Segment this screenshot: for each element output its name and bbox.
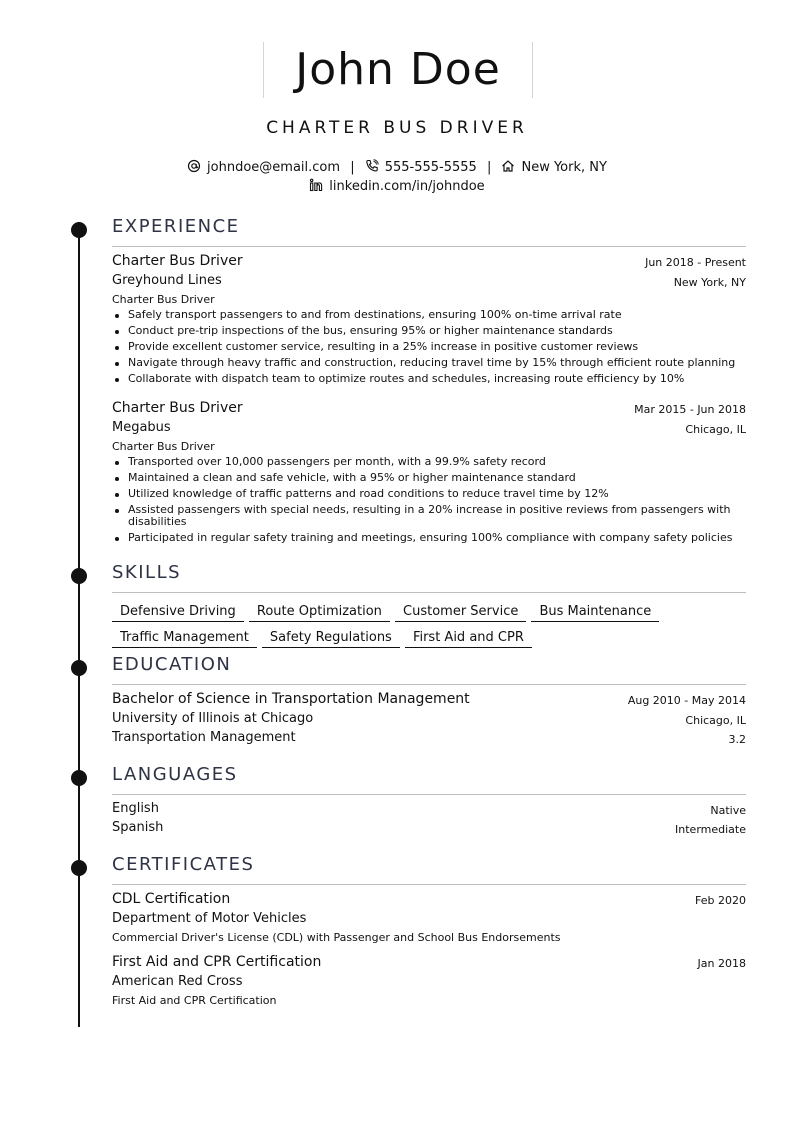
list-item: Transported over 10,000 passengers per month, with a 99.9% safety record	[112, 456, 746, 468]
certificate-description: First Aid and CPR Certification	[112, 994, 277, 1007]
job-title: CHARTER BUS DRIVER	[266, 118, 528, 138]
certificate-description: Commercial Driver's License (CDL) with Passenger and School Bus Endorsements	[112, 931, 561, 944]
education-field: Transportation Management	[112, 730, 296, 745]
list-item: Assisted passengers with special needs, resulting in a 20% increase in positive reviews from passengers with disabilities	[112, 504, 746, 528]
contact-row-linkedin	[0, 178, 794, 194]
certificate-issuer: Department of Motor Vehicles	[112, 911, 307, 926]
job-bullets	[112, 309, 746, 389]
section-heading-languages: LANGUAGES	[112, 764, 238, 785]
education-gpa: 3.2	[728, 733, 746, 746]
section-heading-education: EDUCATION	[112, 654, 232, 675]
job-subtitle: Charter Bus Driver	[112, 293, 215, 306]
section-heading-certificates: CERTIFICATES	[112, 854, 255, 875]
skill-tag: Bus Maintenance	[531, 604, 659, 622]
phone-number[interactable]: 555-555-5555	[384, 160, 477, 175]
candidate-name: John Doe	[263, 42, 533, 98]
separator: |	[350, 160, 355, 175]
language-level: Intermediate	[675, 823, 746, 836]
job-company: Megabus	[112, 420, 171, 435]
job-bullets	[112, 456, 746, 548]
section-heading-skills: SKILLS	[112, 562, 182, 583]
list-item: Safely transport passengers to and from destinations, ensuring 100% on-time arrival rate	[112, 309, 746, 321]
skill-tag: Route Optimization	[249, 604, 390, 622]
list-item: Navigate through heavy traffic and construction, reducing travel time by 15% through efficient route planning	[112, 357, 746, 369]
timeline-dot	[71, 770, 87, 786]
skill-tag: Safety Regulations	[262, 630, 400, 648]
job-dates: Mar 2015 - Jun 2018	[634, 403, 746, 416]
email-link[interactable]: johndoe@email.com	[207, 160, 341, 175]
list-item: Participated in regular safety training and meetings, ensuring 100% compliance with company safety policies	[112, 532, 746, 544]
phone-icon	[365, 159, 379, 173]
timeline-dot	[71, 222, 87, 238]
list-item: Maintained a clean and safe vehicle, with a 95% or higher maintenance standard	[112, 472, 746, 484]
certificate-date: Feb 2020	[695, 894, 746, 907]
education-degree: Bachelor of Science in Transportation Management	[112, 691, 470, 707]
list-item: Conduct pre-trip inspections of the bus, ensuring 95% or higher maintenance standards	[112, 325, 746, 337]
skill-tag: Traffic Management	[112, 630, 257, 648]
section-heading-experience: EXPERIENCE	[112, 216, 240, 237]
at-icon	[187, 159, 201, 173]
timeline-dot	[71, 860, 87, 876]
education-school: University of Illinois at Chicago	[112, 711, 314, 726]
separator: |	[486, 160, 492, 175]
education-location: Chicago, IL	[685, 714, 746, 727]
job-subtitle: Charter Bus Driver	[112, 440, 215, 453]
timeline-dot	[71, 660, 87, 676]
section-divider	[112, 592, 746, 593]
certificate-issuer: American Red Cross	[112, 974, 243, 989]
language-name: English	[112, 801, 159, 816]
certificate-name: CDL Certification	[112, 891, 231, 907]
list-item: Collaborate with dispatch team to optimize routes and schedules, increasing route efficiency by 10%	[112, 373, 746, 385]
job-company: Greyhound Lines	[112, 273, 222, 288]
certificate-name: First Aid and CPR Certification	[112, 954, 322, 970]
job-role: Charter Bus Driver	[112, 253, 243, 269]
skill-tag: First Aid and CPR	[405, 630, 532, 648]
job-location: New York, NY	[673, 276, 746, 289]
timeline-dot	[71, 568, 87, 584]
linkedin-link[interactable]: linkedin.com/in/johndoe	[329, 179, 485, 194]
education-dates: Aug 2010 - May 2014	[627, 694, 746, 707]
job-location: Chicago, IL	[685, 423, 746, 436]
skill-tag: Defensive Driving	[112, 604, 244, 622]
list-item: Utilized knowledge of traffic patterns and road conditions to reduce travel time by 12%	[112, 488, 746, 500]
timeline-line	[78, 222, 80, 1027]
section-divider	[112, 684, 746, 685]
home-icon	[501, 159, 515, 173]
section-divider	[112, 884, 746, 885]
list-item: Provide excellent customer service, resulting in a 25% increase in positive customer reviews	[112, 341, 746, 353]
section-divider	[112, 794, 746, 795]
contact-row	[0, 159, 794, 175]
job-role: Charter Bus Driver	[112, 400, 243, 416]
skill-tag: Customer Service	[395, 604, 526, 622]
language-level: Native	[710, 804, 746, 817]
job-dates: Jun 2018 - Present	[645, 256, 746, 269]
location-text: New York, NY	[521, 160, 607, 175]
certificate-date: Jan 2018	[697, 957, 746, 970]
language-name: Spanish	[112, 820, 164, 835]
linkedin-icon	[309, 178, 323, 192]
skills-list	[112, 600, 746, 652]
section-divider	[112, 246, 746, 247]
